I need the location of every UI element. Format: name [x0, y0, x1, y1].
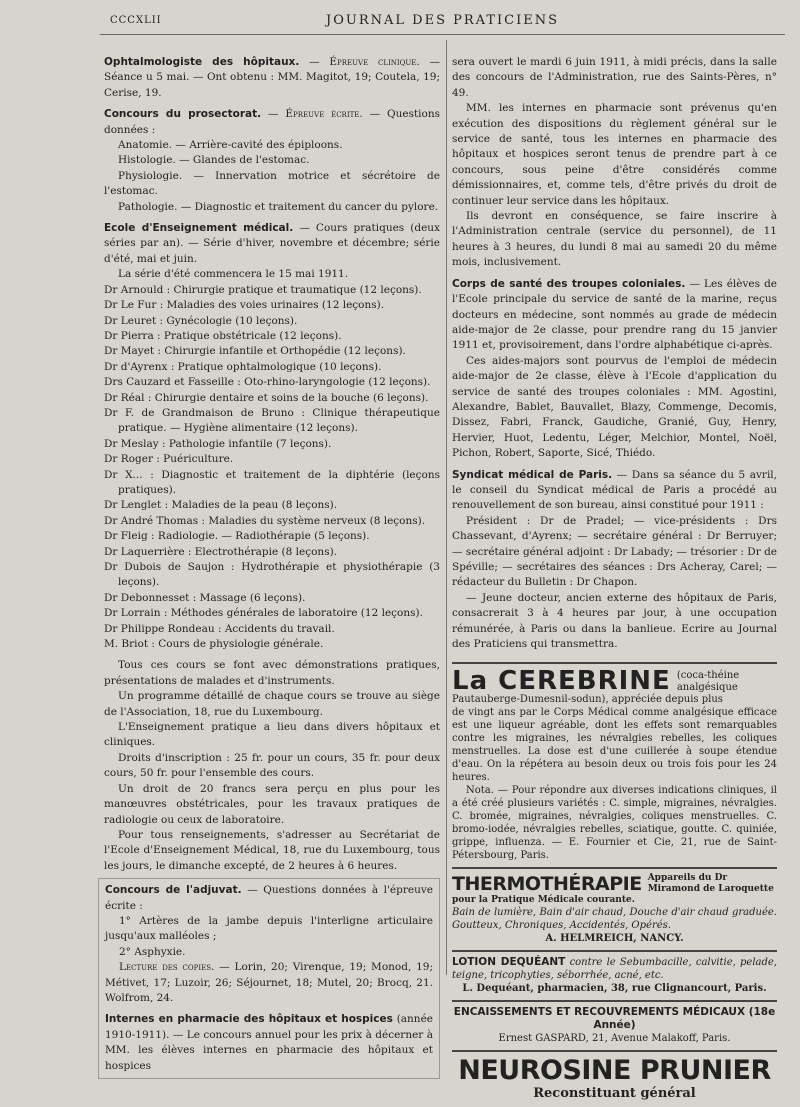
list-item: Dr Réal : Chirurgie dentaire et soins de la bouche (6 leçons).: [104, 391, 429, 404]
journal-title: JOURNAL DES PRATICIENS: [326, 13, 559, 28]
ecole-para: Un droit de 20 francs sera perçu en plus pour les manœuvres obstétricales, pour les travaux pratiques de radiologie ou ceux de laboratoire.: [104, 782, 440, 826]
cerebrine-text: de vingt ans par le Corps Médical comme analgésique efficace est une liqueur agréable, dont les effets sont remarquables contre les migraines, les névralgies rebelles, les coliques menstruelles. La dose est d'une cuillerée à soupe étendue d'eau. On la répétera au besoin deux ou trois fois pour les 24 heures.: [452, 707, 777, 784]
internes-section: Internes en pharmacie des hôpitaux et hospices (année 1910-1911). — Le concours annuel pour les prix à décerner à MM. les élèves internes en pharmacie des hôpitaux et hospices: [105, 1013, 433, 1072]
prosect-questions: Anatomie. — Arrière-cavité des épiploons. Histologie. — Glandes de l'estomac. Physiologie. — Innervation motrice et sécrétoire de l'estomac. Pathologie. — Diagnostic et traitement du cancer du pylore.: [104, 139, 440, 213]
colon-list: Ces aides-majors sont pourvus de l'emploi de médecin aide-major de 2e classe, élève à l'Ecole d'application du service de santé des troupes coloniales : MM. Agostini, Alexandre, Bablet, Bauvallet, Blazy, Commenge, Decomis, Dissez, Fabri, Franck, Gaudiche, Granié, Guy, Henry, Hervier, Huot, Ledentu, Léger, Melchior, Montel, Noël, Pichon, Robert, Saporte, Sicé, Thiédo.: [452, 354, 777, 460]
thermo-subtitle: Appareils du Dr Miramond de Laroquette pour la Pratique Médicale courante.: [452, 873, 774, 906]
neurosine-subtitle: Reconstituant général: [533, 1086, 696, 1102]
adjuvat-section: Concours de l'adjuvat. — Questions données à l'épreuve écrite :: [105, 884, 433, 912]
ecole-para: Pour tous renseignements, s'adresser au Secrétariat de l'Ecole d'Enseignement Médical, 18, rue du Luxembourg, tous les jours, le dimanche excepté, de 2 heures à 6 heures.: [104, 828, 440, 872]
advertisements: [452, 662, 777, 1106]
syndicat-bureau: Président : Dr de Pradel; — vice-présidents : Drs Chassevant, d'Ayrenx; — secrétaire général : Dr Berruyer; — secrétaire général adjoint : Dr Labady; — trésorier : Dr de Spéville; — secrétaires des séances : Drs Acheray, Carel; — rédacteur du Bulletin : Dr Chapon.: [452, 514, 778, 589]
list-item: Dr Le Fur : Maladies des voies urinaires (12 leçons).: [104, 299, 385, 312]
syndicat-annonce: — Jeune docteur, ancien externe des hôpitaux de Paris, consacrerait 3 à 4 heures par jour, à une occupation rémunérée, à Paris ou dans la banlieue. Ecrire au Journal des Praticiens qui transmettra.: [452, 591, 777, 651]
thermotherapie-ad: [452, 869, 777, 952]
list-item: Dr F. de Grandmaison de Bruno : Clinique thérapeutique pratique. — Hygiène alimentaire (12 leçons).: [104, 406, 440, 435]
list-item: Dr Arnould : Chirurgie pratique et traumatique (12 leçons).: [104, 283, 422, 296]
list-item: Dr Fleig : Radiologie. — Radiothérapie (5 leçons).: [104, 530, 370, 543]
colon-section: Corps de santé des troupes coloniales. — Les élèves de l'Ecole principale du service de santé de la marine, reçus docteurs en médecine, sont nommés au grade de médecin aide-major de 2e classe, pour prendre rang du 15 janvier 1911 et, provisoirement, dans l'ordre alphabétique ci-après.: [452, 277, 778, 352]
list-item: Dr Laquerrière : Electrothérapie (8 leçons).: [104, 545, 338, 558]
list-item: Dr Leuret : Gynécologie (10 leçons).: [104, 314, 298, 327]
list-item: Dr André Thomas : Maladies du système nerveux (8 leçons).: [104, 514, 426, 527]
list-item: Dr X... : Diagnostic et traitement de la diphtérie (leçons pratiques).: [104, 468, 440, 496]
list-item: Dr Mayet : Chirurgie infantile et Orthopédie (12 leçons).: [104, 345, 406, 358]
encaissements-ad: [452, 1002, 777, 1052]
internes-cont-2: MM. les internes en pharmacie sont prévenus qu'en exécution des dispositions du règlement général sur le service de santé, tous les internes en pharmacie des hôpitaux et hospices seront tenus de prendre part à ce concours, sous peine d'être considérés comme démissionnaires, et, comme tels, d'être privés du droit de continuer leur service dans les hôpitaux.: [452, 102, 777, 207]
ecole-para: Un programme détaillé de chaque cours se trouve au siège de l'Association, 18, rue du Luxembourg.: [104, 690, 440, 718]
neurosine-title: NEUROSINE PRUNIER: [458, 1055, 771, 1087]
encaiss-title: ENCAISSEMENTS ET RECOUVREMENTS MÉDICAUX (18e Année): [453, 1006, 776, 1032]
ophta-section: Ophtalmologiste des hôpitaux. — Épreuve clinique. — Séance u 5 mai. — Ont obtenu : MM. Magitot, 19; Coutela, 19; Cerise, 19.: [104, 56, 440, 99]
thermo-address: A. HELMREICH, NANCY.: [545, 933, 684, 945]
lotion-address: L. Dequéant, pharmacien, 38, rue Clignancourt, Paris.: [462, 983, 767, 995]
adjuvat-box: Concours de l'adjuvat. — Questions données à l'épreuve écrite : 1° Artères de la jambe depuis l'interligne articulaire jusqu'aux malléoles ; 2° Asphyxie. Lecture des copies. — Lorin, 20; Virenque, 19; Monod, 19; Métivet, 17; Luzoir, 26; Séjournet, 18; Mutel, 20; Brocq, 21. Wolfrom, 24. Internes en pharmacie des hôpitaux et hospices (année 1910-1911). — Le concours annuel pour les prix à décerner à MM. les élèves internes en pharmacie des hôpitaux et hospices: [98, 878, 440, 1079]
list-item: Dr Lorrain : Méthodes générales de laboratoire (12 leçons).: [104, 607, 423, 620]
ecole-para: Tous ces cours se font avec démonstrations pratiques, présentations de malades et d'instruments.: [104, 659, 440, 687]
column-divider: [446, 40, 447, 975]
left-column: [104, 55, 440, 1079]
right-column: [452, 55, 777, 1107]
list-item: Dr Pierra : Pratique obstétricale (12 leçons).: [104, 329, 342, 342]
list-item: Dr Philippe Rondeau : Accidents du travail.: [104, 622, 335, 635]
cerebrine-ad: [452, 664, 777, 869]
ecole-para: Droits d'inscription : 25 fr. pour un cours, 35 fr. pour deux cours, 50 fr. pour l'ensemble des cours.: [104, 751, 440, 780]
prosect-section: Concours du prosectorat. — Épreuve écrite. — Questions données :: [104, 108, 441, 136]
thermo-text: Bain de lumière, Bain d'air chaud, Douche d'air chaud graduée. Goutteux, Chroniques, Accidentés, Opérés.: [452, 907, 777, 932]
ecole-serie: La série d'été commencera le 15 mai 1911.: [118, 268, 349, 281]
list-item: Dr d'Ayrenx : Pratique ophtalmologique (10 leçons).: [104, 360, 382, 373]
ecole-para: L'Enseignement pratique a lieu dans divers hôpitaux et cliniques.: [104, 721, 440, 749]
encaiss-address: Ernest GASPARD, 21, Avenue Malakoff, Paris.: [498, 1033, 731, 1045]
cerebrine-subtitle: (coca-théine analgésique Pautauberge-Dumesnil-sodun), appréciée depuis plus: [452, 670, 740, 706]
course-list: [104, 283, 440, 653]
ecole-section: Ecole d'Enseignement médical. — Cours pratiques (deux séries par an). — Série d'hiver, novembre et décembre; série d'été, mai et juin.: [104, 222, 440, 265]
list-item: Dr Meslay : Pathologie infantile (7 leçons).: [104, 437, 332, 450]
list-item: Dr Lenglet : Maladies de la peau (8 leçons).: [104, 499, 338, 512]
lotion-title: LOTION DEQUÉANT: [452, 956, 566, 969]
lotion-ad: [452, 952, 777, 1002]
lotion-text: contre le Sebumbacille, calvitie, pelade, teigne, tricophyties, séborrhée, acné, etc.: [452, 957, 777, 982]
cerebrine-nota: Nota. — Pour répondre aux diverses indications cliniques, il a été créé plusieurs variétés : C. simple, migraines, névralgies. C. bromée, migraines, névralgies, coliques menstruelles. C. bromo-iodée, névralgies rebelles, sciatique, goutte. C. quiniée, grippe, influenza. — E. Fournier et Cie, 21, rue de Saint-Pétersbourg, Paris.: [452, 785, 777, 862]
page-number: CCCXLII: [110, 15, 162, 26]
internes-cont: sera ouvert le mardi 6 juin 1911, à midi précis, dans la salle des concours de l'Administration, rue des Saints-Pères, n° 49.: [452, 56, 777, 99]
cerebrine-title: La CEREBRINE: [452, 668, 671, 697]
internes-cont-3: Ils devront en conséquence, se faire inscrire à l'Administration centrale (service du personnel), de 11 heures à 3 heures, du lundi 8 mai au samedi 20 du même mois, inclusivement.: [452, 210, 777, 269]
list-item: Drs Cauzard et Fasseille : Oto-rhino-laryngologie (12 leçons).: [104, 376, 431, 389]
thermo-title: THERMOTHÉRAPIE: [452, 873, 642, 896]
page-header: [100, 12, 785, 35]
list-item: M. Briot : Cours de physiologie générale.: [104, 638, 324, 651]
syndicat-section: Syndicat médical de Paris. — Dans sa séance du 5 avril, le conseil du Syndicat médical de Paris a procédé au renouvellement de son bureau, ainsi constitué pour 1911 :: [452, 468, 778, 512]
list-item: Dr Roger : Puériculture.: [104, 453, 234, 466]
list-item: Dr Dubois de Saujon : Hydrothérapie et physiothérapie (3 leçons).: [104, 561, 440, 589]
list-item: Dr Debonnesset : Massage (6 leçons).: [104, 591, 306, 604]
